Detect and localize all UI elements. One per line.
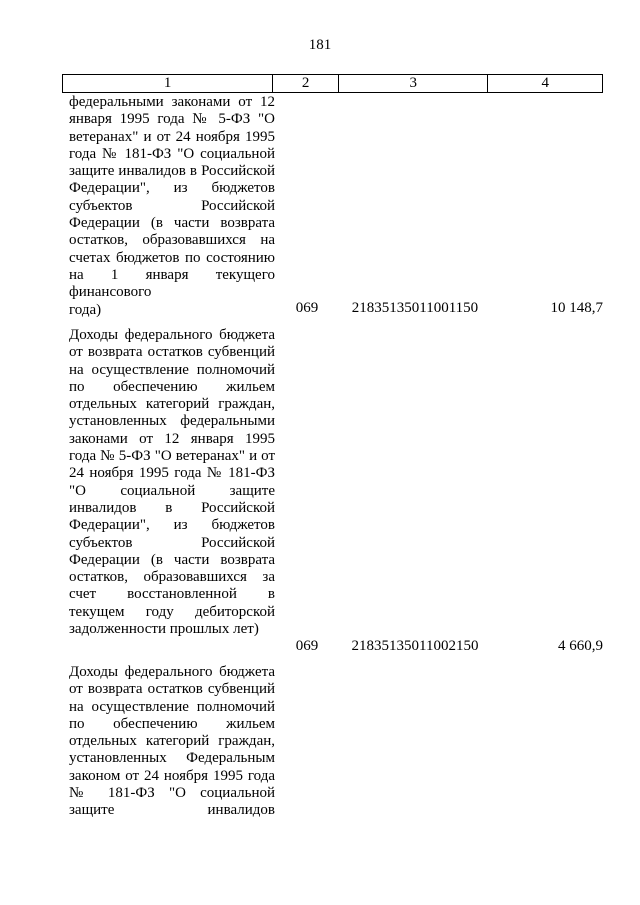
row-kbk: 21835135011002150: [351, 638, 479, 654]
column-header-2: 2: [273, 75, 339, 92]
row-amount: 4 660,9: [558, 638, 603, 654]
row-description: федеральными законами от 12 января 1995 года № 5-ФЗ "О ветеранах" и от 24 ноября 1995 года № 181-ФЗ "О социальной защите инвалидов в Российской Федерации", из бюджетов субъектов Российской Федерации (в части возврата остатков, образовавшихся на счетах бюджетов по состоянию на 1 января текущего финансового года): [69, 94, 275, 318]
row-amount: 10 148,7: [550, 300, 603, 316]
table-row: [62, 94, 603, 324]
column-header-3: 3: [339, 75, 488, 92]
column-header-1: 1: [63, 75, 273, 92]
row-code: 069: [295, 300, 319, 316]
row-description: Доходы федерального бюджета от возврата остатков субвенций на осуществление полномочий по обеспечению жильем отдельных категорий граждан, установленных Федеральным законом от 24 ноября 1995 года № 181-ФЗ "О социальной защите инвалидов: [69, 664, 275, 819]
column-header-4: 4: [541, 75, 549, 91]
row-code: 069: [295, 638, 319, 654]
table-row: [62, 664, 603, 824]
row-kbk: 21835135011001150: [351, 300, 479, 316]
row-description: Доходы федерального бюджета от возврата остатков субвенций на осуществление полномочий по обеспечению жильем отдельных категорий граждан, установленных федеральными законами от 12 января 1995 года № 5-ФЗ "О ветеранах" и от 24 ноября 1995 года № 181-ФЗ "О социальной защите инвалидов в Российской Федерации", из бюджетов субъектов Российской Федерации (в части возврата остатков, образовавшихся за счет восстановленной в текущем году дебиторской задолженности прошлых лет): [69, 327, 275, 638]
table-row: [62, 327, 603, 662]
column-header-row: [62, 74, 603, 93]
page-number: 181: [308, 37, 332, 53]
